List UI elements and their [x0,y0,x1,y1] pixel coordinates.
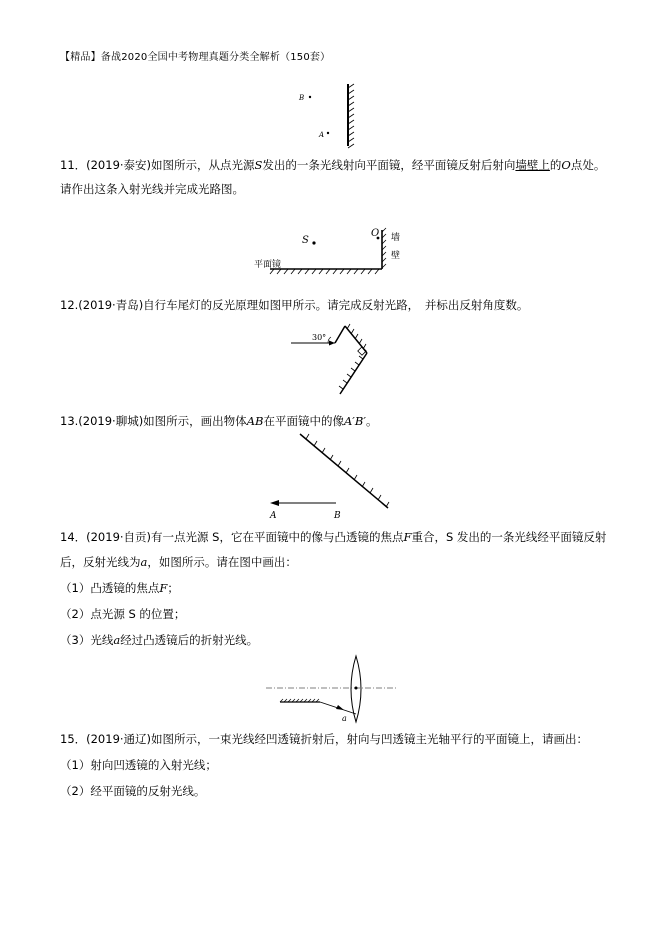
q14-line2: 后，反射光线为a，如图所示。请在图中画出： [60,555,297,569]
q14-item1: （1）凸透镜的焦点F； [60,581,179,595]
q15-line1: 15．(2019·通辽)如图所示，一束光线经凹透镜折射后，射向与凹透镜主光轴平行的平面镜上，请画出： [60,732,589,746]
label-mirror: 平面镜 [254,260,282,270]
label-wall-2: 壁 [391,251,401,261]
label-b: B [299,94,305,102]
figure-q11 [250,222,420,282]
label-a: A [319,131,325,139]
figure-q14 [262,652,402,726]
q14-line1: 14．(2019·自贡)有一点光源 S，它在平面镜中的像与凸透镜的焦点F重合，S 发出的一条光线经平面镜反射 [60,530,607,544]
q15-item2: （2）经平面镜的反射光线。 [60,784,206,798]
label-s: S [302,235,309,246]
q12-line1: 12.(2019·青岛)自行车尾灯的反光原理如图甲所示。请完成反射光路， 并标出反射角度数。 [60,298,529,312]
q14-item3: （3）光线a经过凸透镜后的折射光线。 [60,633,259,647]
q14-item2: （2）点光源 S 的位置； [60,607,186,621]
page-header: 【精品】备战2020全国中考物理真题分类全解析（150套） [60,52,331,63]
figure-q10 [290,80,370,152]
q11-line1: 11．(2019·泰安)如图所示，从点光源S发出的一条光线射向平面镜，经平面镜反射后射向墙壁上的O点处。 [60,158,606,172]
q15-item1: （1）射向凹透镜的入射光线； [60,758,217,772]
label-b: B [334,511,341,521]
q13-line1: 13.(2019·聊城)如图所示，画出物体AB在平面镜中的像A′B′。 [60,414,378,428]
label-angle: 30° [312,333,327,342]
label-wall-1: 墙 [391,233,401,243]
figure-q13 [262,430,402,522]
label-a: a [342,714,347,723]
q11-line2: 请作出这条入射光线并完成光路图。 [60,182,244,196]
label-o: O [371,228,380,239]
figure-q12 [285,318,385,403]
label-a: A [270,511,277,521]
